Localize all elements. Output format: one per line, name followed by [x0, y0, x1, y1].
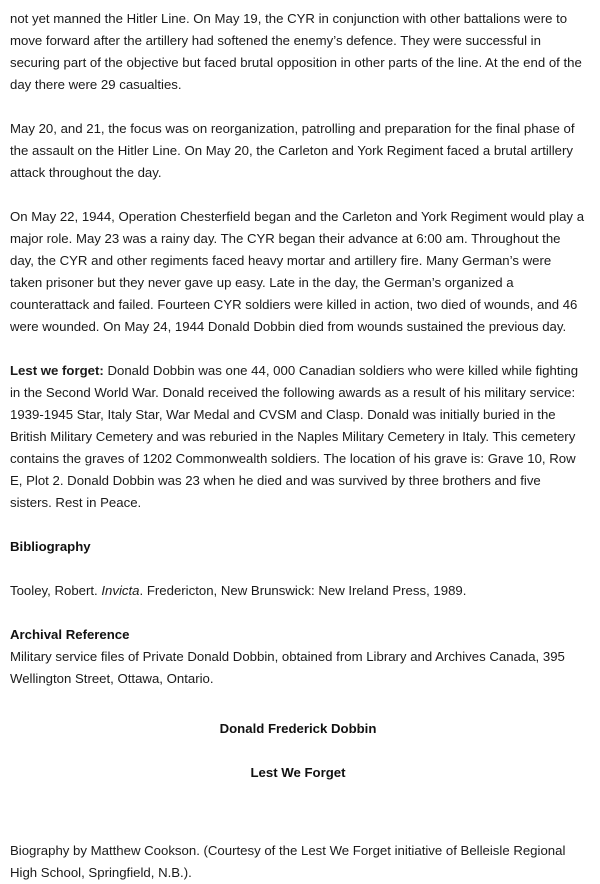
citation-title: Invicta [101, 583, 140, 598]
memorial-top-spacer [10, 690, 586, 718]
memorial-motto: Lest We Forget [250, 765, 346, 780]
section-spacer [10, 602, 586, 624]
citation-publication: . Fredericton, New Brunswick: New Ireland Press, 1989. [139, 583, 467, 598]
footer-spacer-extra [10, 818, 586, 840]
paragraph-lest-we-forget [10, 360, 586, 514]
footer-spacer [10, 784, 586, 818]
footer-credit: Biography by Matthew Cookson. (Courtesy of the Lest We Forget initiative of Belleisle Regional High School, Springfield, N.B.). [10, 843, 566, 880]
lest-we-forget-body: Donald Dobbin was one 44, 000 Canadian soldiers who were killed while fighting in the Second World War. Donald received the following awards as a result of his military service: 1939-1945 Star, Italy Star, War Medal and CVSM and Clasp. Donald was initially buried in the British Military Cemetery and was reburied in the Naples Military Cemetery in Italy. This cemetery contains the graves of 1202 Commonwealth soldiers. The location of his grave is: Grave 10, Row E, Plot 2. Donald Dobbin was 23 when he died and was survived by three brothers and five sisters. Rest in Peace. [10, 363, 579, 510]
paragraph-may-20-21: May 20, and 21, the focus was on reorganization, patrolling and preparation for the final phase of the assault on the Hitler Line. On May 20, the Carleton and York Regiment faced a brutal artillery attack throughout the day. [10, 121, 575, 180]
paragraph-hitler-line: not yet manned the Hitler Line. On May 19, the CYR in conjunction with other battalions were to move forward after the artillery had softened the enemy’s defence. They were successful in securing part of the objective but faced brutal opposition in other parts of the line. At the end of the day there were 29 casualties. [10, 11, 582, 92]
bibliography-heading: Bibliography [10, 539, 91, 554]
archival-reference-heading: Archival Reference [10, 627, 130, 642]
memorial-inner-spacer [10, 740, 586, 762]
bibliography-citation [10, 580, 586, 602]
archival-reference-text: Military service files of Private Donald Dobbin, obtained from Library and Archives Canada, 395 Wellington Street, Ottawa, Ontario. [10, 649, 565, 686]
citation-author: Tooley, Robert. [10, 583, 102, 598]
paragraph-operation-chesterfield: On May 22, 1944, Operation Chesterfield began and the Carleton and York Regiment would play a major role. May 23 was a rainy day. The CYR began their advance at 6:00 am. Throughout the day, the CYR and other regiments faced heavy mortar and artillery fire. Many German’s were taken prisoner but they never gave up easy. Late in the day, the German’s organized a counterattack and failed. Fourteen CYR soldiers were killed in action, two died of wounds, and 46 were wounded. On May 24, 1944 Donald Dobbin died from wounds sustained the previous day. [10, 209, 585, 334]
memorial-name: Donald Frederick Dobbin [219, 721, 377, 736]
lest-we-forget-lead: Lest we forget: [10, 363, 104, 378]
